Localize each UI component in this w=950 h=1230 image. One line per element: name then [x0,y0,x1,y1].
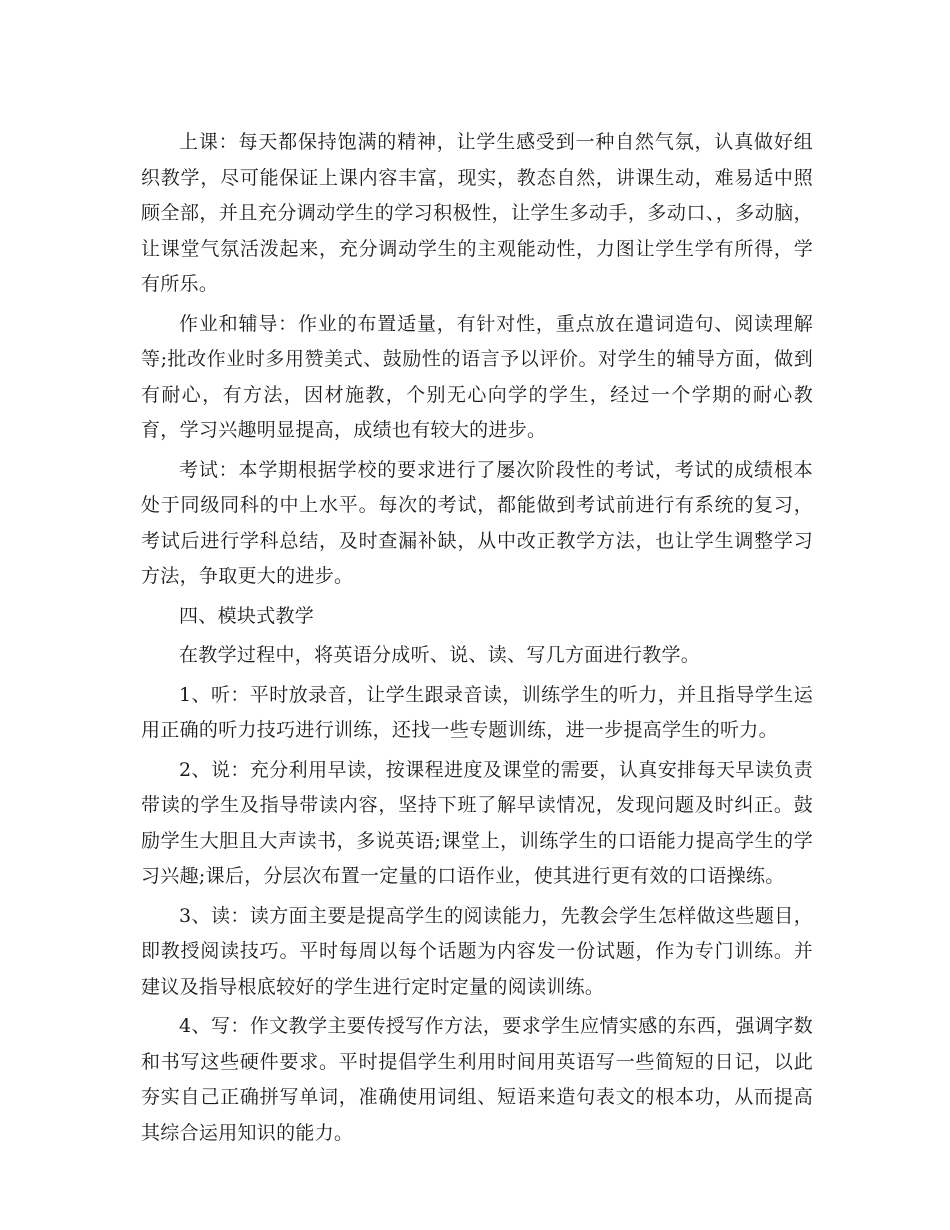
paragraph-teaching-overview: 在教学过程中，将英语分成听、说、读、写几方面进行教学。 [179,644,701,666]
paragraph-writing: 4、写：作文教学主要传授写作方法，要求学生应情实感的东西，强调字数和书写这些硬件要求。平时提倡学生利用时间用英语写一些简短的日记，以此夯实自己正确拼写单词，准确使用词组、短语来造句表文的根本功，从而提高其综合运用知识的能力。 [141,1015,813,1144]
paragraph-reading: 3、读：读方面主要是提高学生的阅读能力，先教会学生怎样做这些题目，即教授阅读技巧。平时每周以每个话题为内容发一份试题，作为专门训练。并建议及指导根底较好的学生进行定时定量的阅读训练。 [141,904,813,998]
document-body [141,125,813,1155]
section-heading-modular-teaching: 四、模块式教学 [179,604,315,627]
paragraph-listening: 1、听：平时放录音，让学生跟录音读，训练学生的听力，并且指导学生运用正确的听力技巧进行训练，还找一些专题训练，进一步提高学生的听力。 [141,683,813,741]
paragraph-class-conduct: 上课：每天都保持饱满的精神，让学生感受到一种自然气氛，认真做好组织教学，尽可能保证上课内容丰富，现实，教态自然，讲课生动，难易适中照顾全部，并且充分调动学生的学习积极性，让学生多动手，多动口、，多动脑，让课堂气氛活泼起来，充分调动学生的主观能动性，力图让学生学有所得，学有所乐。 [141,131,813,295]
paragraph-speaking: 2、说：充分利用早读，按课程进度及课堂的需要，认真安排每天早读负责带读的学生及指导带读内容，坚持下班了解早读情况，发现问题及时纠正。鼓励学生大胆且大声读书，多说英语;课堂上，训练学生的口语能力提高学生的学习兴趣;课后，分层次布置一定量的口语作业，使其进行更有效的口语操练。 [141,758,813,887]
paragraph-exams: 考试：本学期根据学校的要求进行了屡次阶段性的考试，考试的成绩根本处于同级同科的中上水平。每次的考试，都能做到考试前进行有系统的复习，考试后进行学科总结，及时查漏补缺，从中改正教学方法，也让学生调整学习方法，争取更大的进步。 [141,458,813,587]
paragraph-homework-tutoring: 作业和辅导：作业的布置适量，有针对性，重点放在遣词造句、阅读理解等;批改作业时多用赞美式、鼓励性的语言予以评价。对学生的辅导方面，做到有耐心，有方法，因材施教，个别无心向学的学生，经过一个学期的耐心教育，学习兴趣明显提高，成绩也有较大的进步。 [141,312,813,441]
